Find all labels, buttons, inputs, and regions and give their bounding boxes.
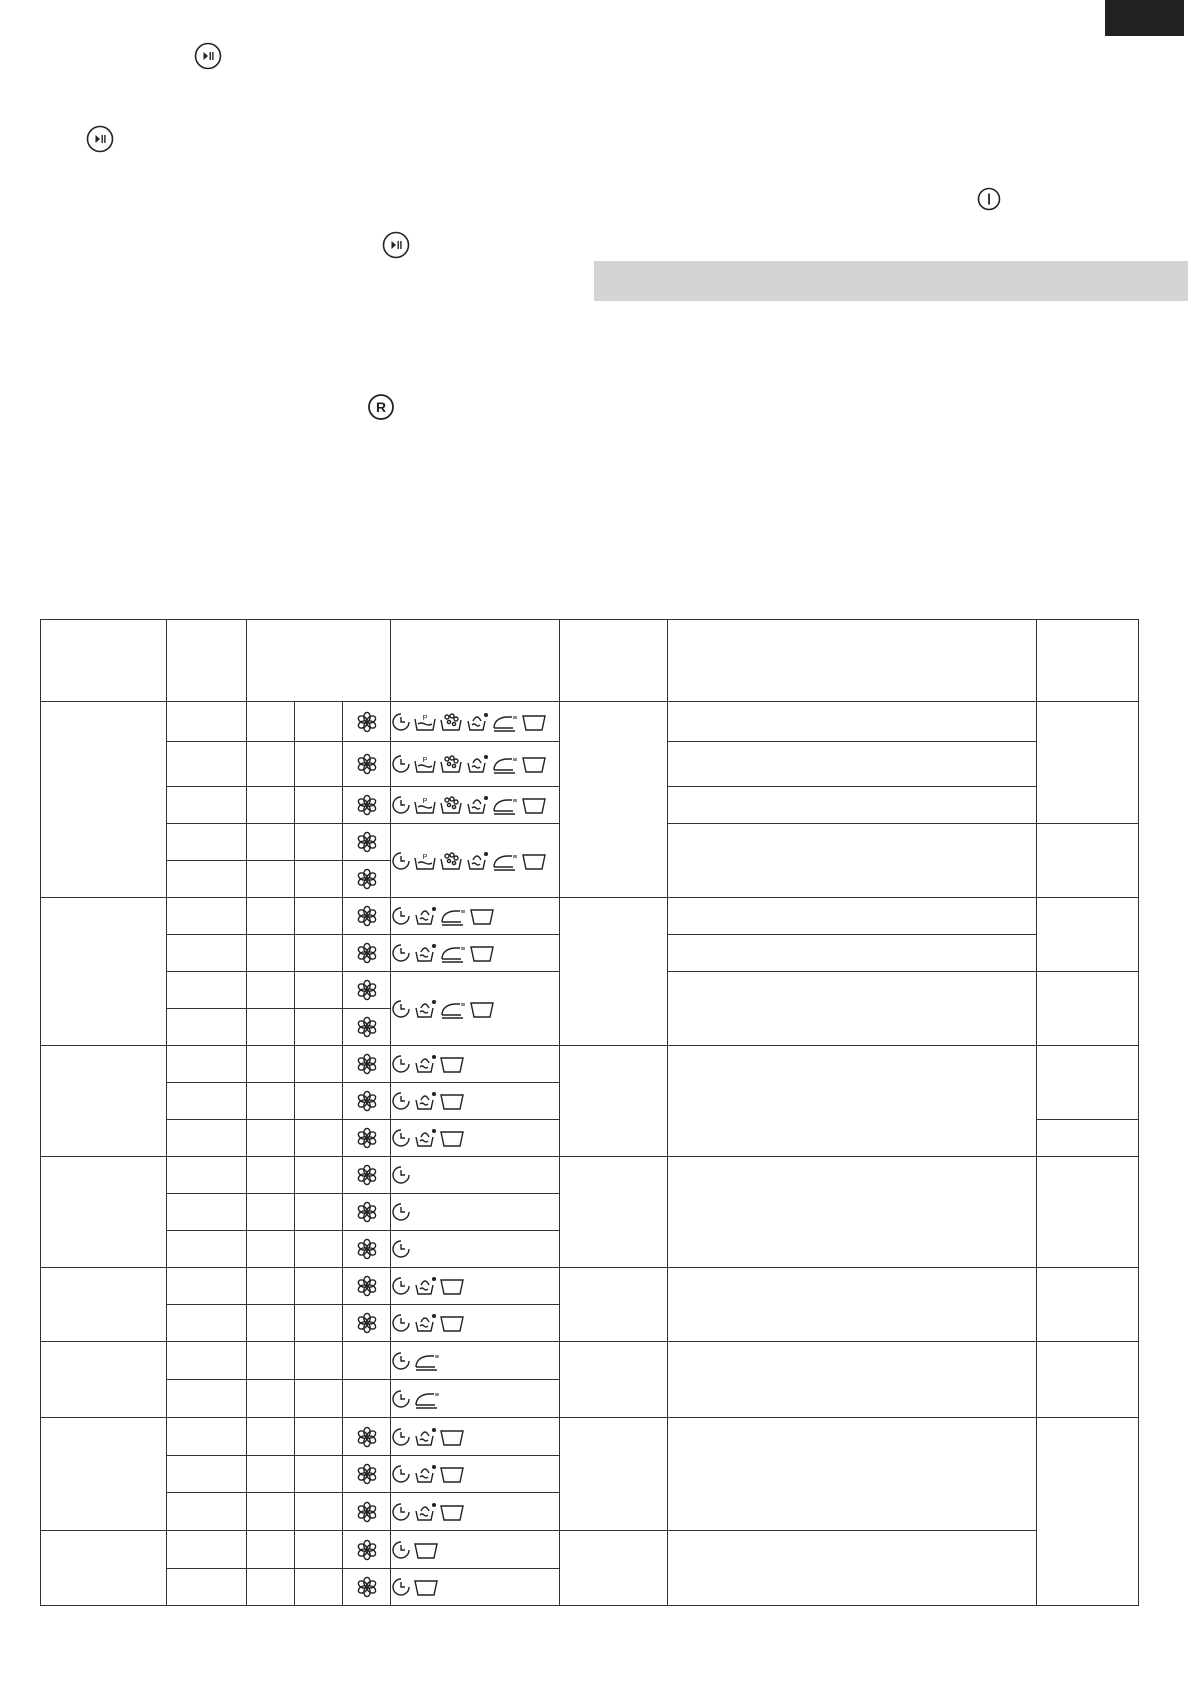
rinse-drops-icon (413, 1055, 439, 1072)
table-row (41, 1418, 1139, 1456)
end-basin-icon (521, 852, 549, 869)
dry-level-cell (247, 1120, 295, 1157)
dry-flower-cell (343, 1342, 391, 1380)
rinse-drops-icon (413, 1000, 439, 1017)
flower-dry-level-icon (356, 981, 378, 998)
load-cell (167, 702, 247, 742)
sequence-cell (391, 1456, 560, 1493)
duration-cell (560, 898, 668, 1046)
svg-text:R: R (375, 399, 387, 415)
programme-name-cell (41, 1268, 167, 1342)
sequence-cell (391, 702, 560, 742)
dry-flower-cell (343, 898, 391, 935)
flower-dry-level-icon (356, 1541, 378, 1558)
description-cell (668, 1157, 1037, 1268)
dry-level-cell (247, 1231, 295, 1268)
end-basin-icon (521, 713, 549, 730)
header-cell-sequence (391, 620, 560, 702)
rinse-drops-icon (413, 944, 439, 961)
rinse-drops-icon (413, 907, 439, 924)
dry-level-cell (295, 1120, 343, 1157)
flower-dry-level-icon (356, 870, 378, 887)
load-cell (167, 1009, 247, 1046)
dry-level-cell (247, 1009, 295, 1046)
rinse-drops-icon (413, 1314, 439, 1331)
description-cell (668, 1418, 1037, 1531)
notes-cell (1037, 1120, 1139, 1157)
play-pause-icon (194, 42, 222, 70)
svg-text:P: P (422, 714, 428, 722)
programme-name-cell (41, 1342, 167, 1418)
timer-clock-icon (391, 1465, 413, 1482)
table-row (41, 898, 1139, 935)
play-pause-icon (86, 125, 114, 153)
notes-cell (1037, 1342, 1139, 1418)
dry-level-cell (295, 1342, 343, 1380)
sequence-cell (391, 1157, 560, 1194)
dry-level-cell (247, 742, 295, 787)
iron-icon (413, 1352, 443, 1369)
flower-dry-level-icon (356, 1018, 378, 1035)
dry-level-cell (247, 1531, 295, 1569)
dry-level-cell (247, 1493, 295, 1531)
notes-cell (1037, 898, 1139, 972)
dry-level-cell (247, 1194, 295, 1231)
prewash-basin-icon (413, 852, 439, 869)
sequence-cell (391, 742, 560, 787)
timer-clock-icon (391, 1428, 413, 1445)
timer-clock-icon (391, 713, 413, 730)
prewash-basin-icon (413, 755, 439, 772)
dry-level-cell (295, 1268, 343, 1305)
table-row (41, 702, 1139, 742)
dry-level-cell (295, 1231, 343, 1268)
flower-dry-level-icon (356, 1465, 378, 1482)
dry-flower-cell (343, 1493, 391, 1531)
duration-cell (560, 1418, 668, 1531)
play-pause-icon (382, 231, 410, 259)
timer-clock-icon (391, 1541, 413, 1558)
dry-level-cell (247, 824, 295, 861)
rinse-drops-icon (413, 1465, 439, 1482)
sequence-cell (391, 824, 560, 898)
timer-clock-icon (391, 852, 413, 869)
duration-cell (560, 702, 668, 898)
table-row (41, 1268, 1139, 1305)
dry-flower-cell (343, 702, 391, 742)
programme-name-cell (41, 1157, 167, 1268)
sequence-cell (391, 1531, 560, 1569)
description-cell (668, 824, 1037, 898)
load-cell (167, 787, 247, 824)
timer-clock-icon (391, 1503, 413, 1520)
dry-level-cell (295, 1531, 343, 1569)
dry-level-cell (295, 1083, 343, 1120)
load-cell (167, 898, 247, 935)
programme-table (40, 619, 1139, 1606)
header-cell-programme (41, 620, 167, 702)
dry-level-cell (295, 742, 343, 787)
load-cell (167, 1418, 247, 1456)
dry-level-cell (247, 1418, 295, 1456)
iron-icon (439, 944, 469, 961)
dry-level-cell (247, 1157, 295, 1194)
notes-cell (1037, 824, 1139, 898)
dry-level-cell (295, 1569, 343, 1606)
description-cell (668, 972, 1037, 1046)
description-cell (668, 1342, 1037, 1418)
flower-dry-level-icon (356, 1203, 378, 1220)
section-heading-bar (594, 261, 1188, 301)
load-cell (167, 1305, 247, 1342)
rinse-drops-icon (413, 1428, 439, 1445)
dry-flower-cell (343, 787, 391, 824)
flower-dry-level-icon (356, 1166, 378, 1183)
end-basin-icon (439, 1428, 467, 1445)
end-basin-icon (439, 1129, 467, 1146)
dry-level-cell (247, 1305, 295, 1342)
load-cell (167, 1046, 247, 1083)
end-basin-icon (469, 907, 497, 924)
flower-dry-level-icon (356, 1055, 378, 1072)
sequence-cell (391, 1083, 560, 1120)
timer-clock-icon (391, 796, 413, 813)
dry-flower-cell (343, 1046, 391, 1083)
sequence-cell (391, 1342, 560, 1380)
dry-flower-cell (343, 1305, 391, 1342)
notes-cell (1037, 972, 1139, 1046)
dry-flower-cell (343, 972, 391, 1009)
description-cell (668, 702, 1037, 742)
duration-cell (560, 1342, 668, 1418)
timer-clock-icon (391, 1166, 413, 1183)
rinse-drops-icon (465, 755, 491, 772)
programme-name-cell (41, 898, 167, 1046)
load-cell (167, 861, 247, 898)
end-basin-icon (413, 1578, 441, 1595)
iron-icon (439, 1000, 469, 1017)
dry-level-cell (295, 1194, 343, 1231)
prewash-basin-icon (413, 713, 439, 730)
load-cell (167, 1342, 247, 1380)
dry-level-cell (295, 1456, 343, 1493)
load-cell (167, 1456, 247, 1493)
dry-level-cell (247, 702, 295, 742)
dry-level-cell (295, 1305, 343, 1342)
dry-level-cell (247, 1046, 295, 1083)
dry-flower-cell (343, 1569, 391, 1606)
duration-cell (560, 1531, 668, 1606)
duration-cell (560, 1268, 668, 1342)
dry-level-cell (295, 1418, 343, 1456)
duration-cell (560, 1157, 668, 1268)
sequence-cell (391, 935, 560, 972)
end-basin-icon (413, 1541, 441, 1558)
description-cell (668, 898, 1037, 935)
duration-cell (560, 1046, 668, 1157)
dry-flower-cell (343, 742, 391, 787)
dry-flower-cell (343, 1380, 391, 1418)
rinse-drops-icon (465, 713, 491, 730)
flower-dry-level-icon (356, 944, 378, 961)
programme-name-cell (41, 702, 167, 898)
svg-text:P: P (422, 757, 428, 764)
wash-bubbles-icon (439, 852, 465, 869)
dry-flower-cell (343, 824, 391, 861)
flower-dry-level-icon (356, 713, 378, 730)
dry-flower-cell (343, 1009, 391, 1046)
dry-level-cell (295, 898, 343, 935)
dry-level-cell (247, 1380, 295, 1418)
reset-r-icon (367, 393, 395, 421)
dry-level-cell (247, 787, 295, 824)
sequence-cell (391, 1380, 560, 1418)
flower-dry-level-icon (356, 833, 378, 850)
load-cell (167, 1194, 247, 1231)
header-cell-load (167, 620, 247, 702)
dry-flower-cell (343, 1456, 391, 1493)
rinse-drops-icon (465, 852, 491, 869)
notes-cell (1037, 1268, 1139, 1342)
rinse-drops-icon (465, 796, 491, 813)
dry-flower-cell (343, 935, 391, 972)
description-cell (668, 935, 1037, 972)
header-cell-description (668, 620, 1037, 702)
dry-level-cell (295, 1046, 343, 1083)
dry-level-cell (247, 972, 295, 1009)
dry-level-cell (247, 1456, 295, 1493)
flower-dry-level-icon (356, 1503, 378, 1520)
description-cell (668, 1268, 1037, 1342)
rinse-drops-icon (413, 1092, 439, 1109)
timer-clock-icon (391, 944, 413, 961)
load-cell (167, 972, 247, 1009)
wash-bubbles-icon (439, 713, 465, 730)
description-cell (668, 1046, 1037, 1157)
flower-dry-level-icon (356, 1578, 378, 1595)
dry-level-cell (247, 1083, 295, 1120)
dry-flower-cell (343, 1418, 391, 1456)
flower-dry-level-icon (356, 755, 378, 772)
iron-icon (439, 907, 469, 924)
dry-level-cell (295, 1493, 343, 1531)
table-row (41, 1046, 1139, 1083)
end-basin-icon (439, 1465, 467, 1482)
notes-cell (1037, 1046, 1139, 1120)
iron-icon (413, 1390, 443, 1407)
dry-flower-cell (343, 1157, 391, 1194)
end-basin-icon (521, 755, 549, 772)
programme-name-cell (41, 1046, 167, 1157)
prewash-basin-icon (413, 796, 439, 813)
sequence-cell (391, 787, 560, 824)
dry-flower-cell (343, 1531, 391, 1569)
timer-clock-icon (391, 1240, 413, 1257)
timer-clock-icon (391, 1390, 413, 1407)
flower-dry-level-icon (356, 1428, 378, 1445)
flower-dry-level-icon (356, 1314, 378, 1331)
load-cell (167, 742, 247, 787)
header-cell-duration (560, 620, 668, 702)
dry-level-cell (247, 1268, 295, 1305)
load-cell (167, 1380, 247, 1418)
load-cell (167, 1083, 247, 1120)
dry-level-cell (295, 861, 343, 898)
end-basin-icon (439, 1503, 467, 1520)
dry-flower-cell (343, 1083, 391, 1120)
dry-level-cell (247, 935, 295, 972)
svg-text:P: P (422, 798, 428, 805)
sequence-cell (391, 972, 560, 1046)
timer-clock-icon (391, 907, 413, 924)
notes-cell (1037, 702, 1139, 824)
load-cell (167, 1120, 247, 1157)
table-row (41, 1157, 1139, 1194)
timer-clock-icon (391, 1092, 413, 1109)
table-row (41, 1342, 1139, 1380)
table-header-row (41, 620, 1139, 702)
iron-icon (491, 755, 521, 772)
flower-dry-level-icon (356, 796, 378, 813)
sequence-cell (391, 1418, 560, 1456)
notes-cell (1037, 1418, 1139, 1606)
timer-clock-icon (391, 755, 413, 772)
end-basin-icon (469, 944, 497, 961)
sequence-cell (391, 1120, 560, 1157)
timer-clock-icon (391, 1129, 413, 1146)
dry-level-cell (247, 898, 295, 935)
programme-table-body (41, 620, 1139, 1606)
wash-bubbles-icon (439, 796, 465, 813)
load-cell (167, 1231, 247, 1268)
timer-clock-icon (391, 1352, 413, 1369)
page-tab-marker (1105, 0, 1184, 36)
svg-text:P: P (422, 853, 428, 861)
load-cell (167, 1493, 247, 1531)
dry-flower-cell (343, 861, 391, 898)
dry-flower-cell (343, 1268, 391, 1305)
timer-clock-icon (391, 1277, 413, 1294)
sequence-cell (391, 1046, 560, 1083)
table-row (41, 1531, 1139, 1569)
description-cell (668, 787, 1037, 824)
load-cell (167, 935, 247, 972)
description-cell (668, 1531, 1037, 1606)
end-basin-icon (439, 1277, 467, 1294)
programme-name-cell (41, 1418, 167, 1531)
end-basin-icon (469, 1000, 497, 1017)
flower-dry-level-icon (356, 1092, 378, 1109)
load-cell (167, 1569, 247, 1606)
dry-level-cell (295, 702, 343, 742)
timer-clock-icon (391, 1314, 413, 1331)
programme-name-cell (41, 1531, 167, 1606)
rinse-drops-icon (413, 1503, 439, 1520)
end-basin-icon (439, 1055, 467, 1072)
timer-clock-icon (391, 1578, 413, 1595)
dry-level-cell (295, 972, 343, 1009)
sequence-cell (391, 1305, 560, 1342)
dry-flower-cell (343, 1120, 391, 1157)
dry-level-cell (295, 1157, 343, 1194)
load-cell (167, 1531, 247, 1569)
flower-dry-level-icon (356, 1129, 378, 1146)
power-icon (977, 187, 1001, 211)
timer-clock-icon (391, 1000, 413, 1017)
dry-level-cell (295, 787, 343, 824)
flower-dry-level-icon (356, 1277, 378, 1294)
dry-level-cell (295, 935, 343, 972)
end-basin-icon (439, 1092, 467, 1109)
sequence-cell (391, 1268, 560, 1305)
load-cell (167, 1157, 247, 1194)
dry-level-cell (247, 861, 295, 898)
rinse-drops-icon (413, 1129, 439, 1146)
notes-cell (1037, 1157, 1139, 1268)
sequence-cell (391, 1194, 560, 1231)
sequence-cell (391, 1569, 560, 1606)
dry-flower-cell (343, 1231, 391, 1268)
dry-level-cell (295, 1380, 343, 1418)
load-cell (167, 824, 247, 861)
timer-clock-icon (391, 1203, 413, 1220)
wash-bubbles-icon (439, 755, 465, 772)
header-cell-notes (1037, 620, 1139, 702)
dry-flower-cell (343, 1194, 391, 1231)
end-basin-icon (521, 796, 549, 813)
flower-dry-level-icon (356, 1240, 378, 1257)
iron-icon (491, 796, 521, 813)
flower-dry-level-icon (356, 907, 378, 924)
iron-icon (491, 713, 521, 730)
dry-level-cell (247, 1342, 295, 1380)
iron-icon (491, 852, 521, 869)
dry-level-cell (295, 1009, 343, 1046)
description-cell (668, 742, 1037, 787)
sequence-cell (391, 1493, 560, 1531)
dry-level-cell (295, 824, 343, 861)
sequence-cell (391, 1231, 560, 1268)
timer-clock-icon (391, 1055, 413, 1072)
dry-level-cell (247, 1569, 295, 1606)
rinse-drops-icon (413, 1277, 439, 1294)
load-cell (167, 1268, 247, 1305)
sequence-cell (391, 898, 560, 935)
end-basin-icon (439, 1314, 467, 1331)
header-cell-dry-level (247, 620, 391, 702)
